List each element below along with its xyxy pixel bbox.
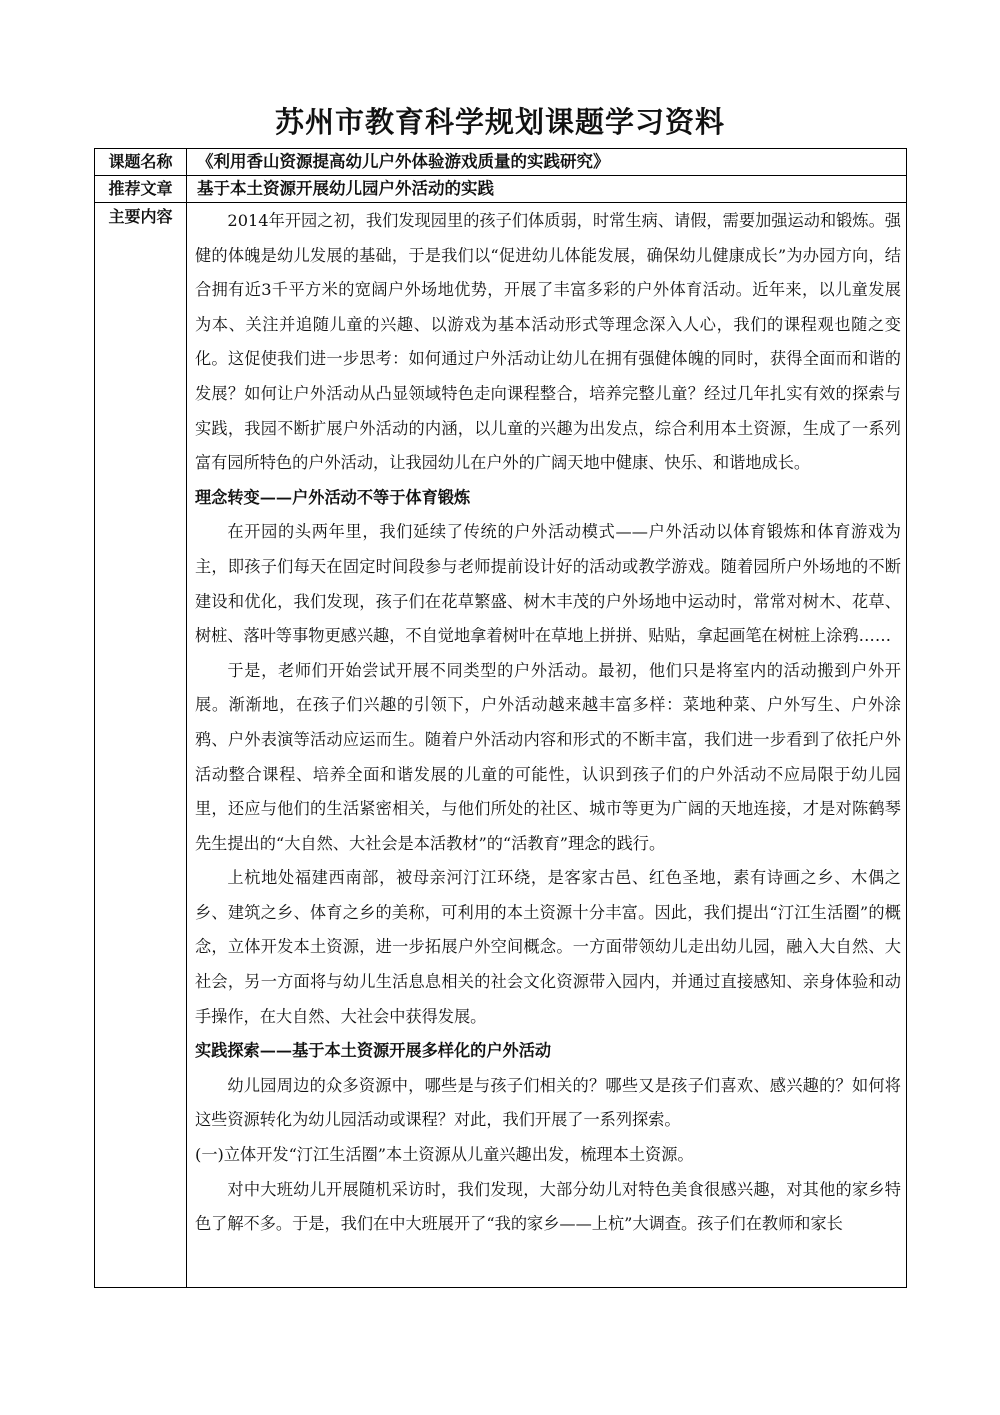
topic-label: 课题名称 — [108, 152, 173, 171]
article-label: 推荐文章 — [108, 179, 173, 198]
info-table — [94, 148, 907, 1288]
topic-value: 《利用香山资源提高幼儿户外体验游戏质量的实践研究》 — [197, 152, 610, 171]
section-heading: 实践探索——基于本土资源开展多样化的户外活动 — [195, 1041, 552, 1061]
paragraph: 幼儿园周边的众多资源中，哪些是与孩子们相关的？哪些又是孩子们喜欢、感兴趣的？如何将这些资源转化为幼儿园活动或课程？对此，我们开展了一系列探索。 — [195, 1075, 901, 1130]
row-divider — [95, 202, 906, 203]
subsection-heading: (一)立体开发“汀江生活圈”本土资源从儿童兴趣出发，梳理本土资源。 — [195, 1145, 694, 1165]
paragraph: 2014年开园之初，我们发现园里的孩子们体质弱，时常生病、请假，需要加强运动和锻炼。强健的体魄是幼儿发展的基础，于是我们以“促进幼儿体能发展，确保幼儿健康成长”为办园方向，结合拥有近3千平方米的宽阔户外场地优势，开展了丰富多彩的户外体育活动。近年来，以儿童发展为本、关注并追随儿童的兴趣、以游戏为基本活动形式等理念深入人心，我们的课程观也随之变化。这促使我们进一步思考：如何通过户外活动让幼儿在拥有强健体魄的同时，获得全面而和谐的发展？如何让户外活动从凸显领域特色走向课程整合，培养完整儿童？经过几年扎实有效的探索与实践，我园不断扩展户外活动的内涵，以儿童的兴趣为出发点，综合利用本土资源，生成了一系列富有园所特色的户外活动，让我园幼儿在户外的广阔天地中健康、快乐、和谐地成长。 — [195, 211, 901, 473]
paragraph: 在开园的头两年里，我们延续了传统的户外活动模式——户外活动以体育锻炼和体育游戏为主，即孩子们每天在固定时间段参与老师提前设计好的活动或教学游戏。随着园所户外场地的不断建设和优化，我们发现，孩子们在花草繁盛、树木丰茂的户外场地中运动时，常常对树木、花草、树桩、落叶等事物更感兴趣，不自觉地拿着树叶在草地上拼拼、贴贴，拿起画笔在树桩上涂鸦…… — [195, 522, 901, 646]
paragraph: 于是，老师们开始尝试开展不同类型的户外活动。最初，他们只是将室内的活动搬到户外开展。渐渐地，在孩子们兴趣的引领下，户外活动越来越丰富多样：菜地种菜、户外写生、户外涂鸦、户外表演等活动应运而生。随着户外活动内容和形式的不断丰富，我们进一步看到了依托户外活动整合课程、培养全面和谐发展的儿童的可能性，认识到孩子们的户外活动不应局限于幼儿园里，还应与他们的生活紧密相关，与他们所处的社区、城市等更为广阔的天地连接，才是对陈鹤琴先生提出的“大自然、大社会是本活教材”的“活教育”理念的践行。 — [195, 660, 901, 853]
document-title: 苏州市教育科学规划课题学习资料 — [274, 105, 725, 139]
main-content — [195, 204, 901, 1242]
section-heading: 理念转变——户外活动不等于体育锻炼 — [195, 487, 471, 507]
article-value: 基于本土资源开展幼儿园户外活动的实践 — [197, 179, 494, 198]
content-label: 主要内容 — [108, 207, 173, 226]
paragraph: 上杭地处福建西南部，被母亲河汀江环绕，是客家古邑、红色圣地，素有诗画之乡、木偶之乡、建筑之乡、体育之乡的美称，可利用的本土资源十分丰富。因此，我们提出“汀江生活圈”的概念，立体开发本土资源，进一步拓展户外空间概念。一方面带领幼儿走出幼儿园，融入大自然、大社会，另一方面将与幼儿生活息息相关的社会文化资源带入园内，并通过直接感知、亲身体验和动手操作，在大自然、大社会中获得发展。 — [195, 868, 901, 1026]
column-divider — [186, 149, 187, 1287]
paragraph: 对中大班幼儿开展随机采访时，我们发现，大部分幼儿对特色美食很感兴趣，对其他的家乡特色了解不多。于是，我们在中大班展开了“我的家乡——上杭”大调查。孩子们在教师和家长 — [195, 1179, 901, 1234]
